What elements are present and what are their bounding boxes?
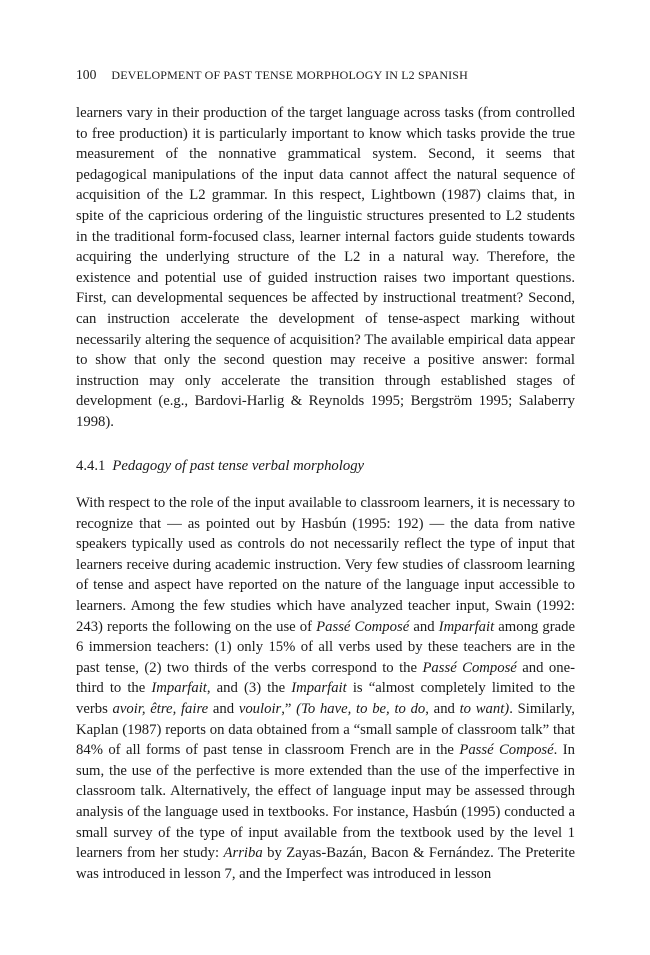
- body-paragraph: learners vary in their production of the target language across tasks (from controlled to free production) it is particularly important to know which tasks provide the true measurement of the nonnative grammatical system. Second, it seems that pedagogical manipulations of the input data cannot affect the natural sequence of acquisition of the L2 grammar. In this respect, Lightbown (1987) claims that, in spite of the capricious ordering of the linguistic structures presented to L2 students in the traditional form-focused class, learner internal factors guide students towards acquiring the underlying structure of the L2 in a natural way. Therefore, the existence and potential use of guided instruction raises two important questions. First, can developmental sequences be affected by instructional treatment? Second, can instruction accelerate the development of tense-aspect marking without necessarily altering the sequence of acquisition? The available empirical data appear to show that only the second question may receive a positive answer: formal instruction may only accelerate the transition through established stages of development (e.g., Bardovi-Harlig & Reynolds 1995; Bergström 1995; Salaberry 1998).: [76, 105, 575, 430]
- page-number: 100: [76, 67, 97, 82]
- italic-term: Imparfait: [438, 618, 495, 635]
- text-run: by Zayas-Bazán, Bacon & Fernández. The Preterite was introduced in lesson 7, and the Imperfect was introduced in lesson: [76, 845, 575, 882]
- italic-term: Passé Composé: [459, 742, 554, 759]
- section-title: Pedagogy of past tense verbal morphology: [112, 457, 365, 474]
- running-header: [76, 64, 575, 86]
- text-run: . In sum, the use of the perfective is more extended than the use of the imperfective in classroom talk. Alternatively, the effect of language input may be assessed through analysis of the language used in textbooks. For instance, Hasbún (1995) conducted a small survey of the type of input available from the textbook used by the level 1 learners from her study:: [76, 742, 575, 862]
- text-run: , and: [425, 701, 460, 718]
- text-run: . Similarly, Kaplan (1987) reports on data obtained from a “small sample of classroom talk” that 84% of all forms of past tense in classroom French are in the: [76, 701, 575, 759]
- text-run: ,”: [281, 701, 297, 718]
- italic-term: avoir, être, faire: [112, 701, 209, 718]
- text-run: and: [208, 701, 239, 718]
- text-run: is “almost completely limited to the verbs: [76, 680, 575, 718]
- text-run: among grade 6 immersion teachers: (1) only 15% of all verbs used by these teachers are in the past tense, (2) two thirds of the verbs correspond to the: [76, 618, 575, 676]
- section-number: 4.4.1: [76, 457, 106, 474]
- body-paragraph: [76, 493, 575, 884]
- text-run: , and (3) the: [206, 680, 292, 697]
- italic-term: to want): [459, 701, 510, 718]
- italic-term: Arriba: [223, 845, 263, 862]
- italic-term: Passé Composé: [316, 618, 410, 635]
- section-heading: [76, 456, 575, 477]
- text-run: and one-third to the: [76, 659, 575, 697]
- text-run: and: [409, 618, 439, 635]
- running-title: DEVELOPMENT OF PAST TENSE MORPHOLOGY IN L2 SPANISH: [111, 68, 468, 82]
- document-page: [76, 64, 575, 884]
- italic-term: vouloir: [238, 701, 282, 718]
- italic-term: (To have, to be, to do: [296, 701, 426, 718]
- italic-term: Imparfait: [291, 680, 347, 697]
- italic-term: Imparfait: [151, 680, 207, 697]
- italic-term: Passé Composé: [422, 659, 517, 676]
- text-run: With respect to the role of the input available to classroom learners, it is necessary to recognize that — as pointed out by Hasbún (1995: 192) — the data from native speakers typically used as controls do not necessarily reflect the type of input that learners receive during academic instruction. Very few studies of classroom learning of tense and aspect have reported on the nature of the language input accessible to learners. Among the few studies which have analyzed teacher input, Swain (1992: 243) reports the following on the use of: [76, 495, 575, 635]
